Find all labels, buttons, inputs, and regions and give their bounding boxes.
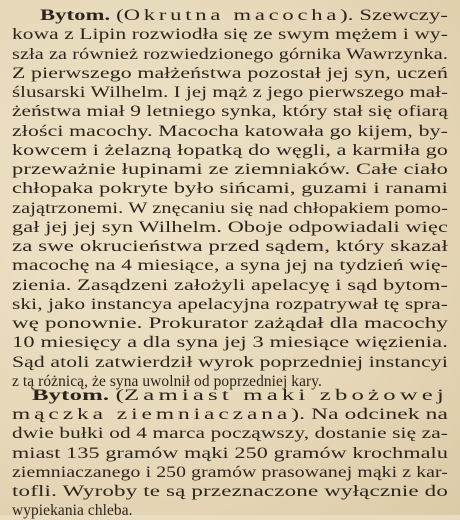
text-run: 10 miesięcy a dla syna jej 3 miesiące więzienia. bbox=[12, 334, 448, 352]
heading-location: Bytom. bbox=[32, 387, 110, 404]
text-run: ( bbox=[110, 7, 124, 24]
article1-line bbox=[0, 103, 460, 121]
text-run: wypiekania chleba. bbox=[12, 502, 133, 520]
text-run: kowcem i żelazną łopatką do węgli, a karmiła go bbox=[12, 141, 448, 159]
article1-line-text bbox=[12, 296, 448, 314]
article1-line-text bbox=[12, 180, 448, 198]
article1-line-text bbox=[12, 84, 448, 102]
article1-line bbox=[0, 26, 460, 44]
text-run: ). Na odcinek na bbox=[291, 406, 448, 424]
article2-line-text bbox=[12, 483, 448, 501]
article1-line-text bbox=[12, 103, 448, 121]
article1-line bbox=[0, 219, 460, 237]
article2-line bbox=[0, 464, 460, 482]
article1-line-text bbox=[12, 354, 448, 372]
text-run: kowa z Lipin rozwiodła się ze swym mężem i wy- bbox=[12, 26, 448, 44]
article1-line-text bbox=[12, 26, 448, 44]
text-run: miast 135 gramów mąki 250 gramów krochmalu bbox=[12, 444, 448, 462]
text-run: ski, jako instancya apelacyjna rozpatrywał tę spra- bbox=[12, 295, 448, 313]
article1-line bbox=[0, 238, 460, 256]
article2-line bbox=[0, 406, 460, 424]
article1-line bbox=[0, 200, 460, 218]
text-run: ziemniaczanego i 250 gramów prasowanej mąki z kar- bbox=[12, 463, 448, 481]
article1-line bbox=[0, 296, 460, 314]
article1-line bbox=[0, 7, 460, 25]
article2-line-text bbox=[12, 502, 133, 520]
article1-line bbox=[0, 123, 460, 141]
text-run: tofli. Wyroby te są przeznaczone wyłącznie do bbox=[12, 483, 448, 500]
article2-line-text bbox=[12, 406, 448, 424]
article2-line bbox=[0, 483, 460, 501]
text-run: żeństwa miał 9 letniego synka, który stał się ofiarą bbox=[12, 103, 448, 121]
article1-line bbox=[0, 142, 460, 160]
article1-line bbox=[0, 84, 460, 102]
article1-line-text bbox=[12, 257, 448, 275]
article1-line-text bbox=[12, 238, 448, 256]
text-run: za swe okrucieństwa przed sądem, który skazał bbox=[12, 238, 448, 255]
text-run: Z pierwszego małżeństwa pozostał jej syn, uczeń bbox=[12, 64, 448, 82]
article2-line-text bbox=[12, 445, 448, 463]
article1-line-text bbox=[40, 7, 448, 25]
text-run: zienia. Zasądzeni założyli apelacyę i sąd bytom- bbox=[12, 276, 448, 294]
text-run: zajątrzonemi. W znęcaniu się nad chłopakiem pomo- bbox=[12, 199, 448, 217]
text-run: chłopaka pokryte było sińcami, guzami i ranami bbox=[12, 180, 448, 198]
article2-line-text bbox=[12, 464, 448, 482]
article1-line-text bbox=[12, 277, 448, 295]
article1-line-text bbox=[12, 65, 448, 83]
article1-line-text bbox=[12, 334, 448, 352]
article2-line bbox=[0, 425, 460, 443]
article1-line bbox=[0, 46, 460, 64]
article1-line bbox=[0, 257, 460, 275]
article1-line-text bbox=[12, 315, 448, 333]
article1-line bbox=[0, 315, 460, 333]
heading-title: mączka ziemniaczana bbox=[12, 406, 292, 424]
text-run: gał jej jej syn Wilhelm. Oboje odpowiadali więc bbox=[12, 218, 448, 236]
article1-line-text bbox=[12, 219, 448, 237]
text-run: z tą różnicą, że syna uwolnił od poprzedniej kary. bbox=[12, 372, 322, 390]
article2-line bbox=[0, 445, 460, 463]
text-run: przeważnie łupinami ze ziemniaków. Całe ciało bbox=[12, 161, 448, 178]
article2-line-text bbox=[12, 425, 448, 443]
article2-line-text bbox=[32, 387, 448, 405]
article1-line bbox=[0, 277, 460, 295]
text-run: złości macochy. Macocha katowała go kijem, by- bbox=[12, 122, 448, 140]
heading-title: Okrutna macocha bbox=[123, 7, 341, 24]
heading-location: Bytom. bbox=[40, 7, 111, 24]
article1-line-text bbox=[12, 123, 448, 141]
text-run: ). Szewczy- bbox=[340, 7, 448, 24]
text-run: ( bbox=[109, 387, 124, 404]
article2-line bbox=[0, 502, 460, 520]
article1-line bbox=[0, 180, 460, 198]
text-run: wę ponownie. Prokurator zażądał dla macochy bbox=[12, 315, 448, 332]
article1-line bbox=[0, 161, 460, 179]
article1-line bbox=[0, 334, 460, 352]
text-run: dwie bułki od 4 marca począwszy, dostanie się za- bbox=[12, 425, 448, 443]
article1-line-text bbox=[12, 142, 448, 160]
text-run: ślusarski Wilhelm. I jej mąż z jego pierwszego mał- bbox=[12, 84, 449, 101]
text-run: macochę na 4 miesiące, a syna jej na tydzień wię- bbox=[12, 257, 449, 275]
article1-line bbox=[0, 65, 460, 83]
heading-title: Zamiast maki zbożowej bbox=[123, 387, 448, 404]
article2-line bbox=[0, 387, 460, 405]
article1-line-text bbox=[12, 200, 448, 218]
article1-line bbox=[0, 354, 460, 372]
text-run: szła za również rozwiedzionego górnika Wawrzynka. bbox=[12, 45, 448, 63]
article1-line-text bbox=[12, 46, 448, 64]
text-run: Sąd atoli zatwierdził wyrok poprzedniej instancyi bbox=[12, 353, 448, 371]
article1-line-text bbox=[12, 161, 448, 179]
